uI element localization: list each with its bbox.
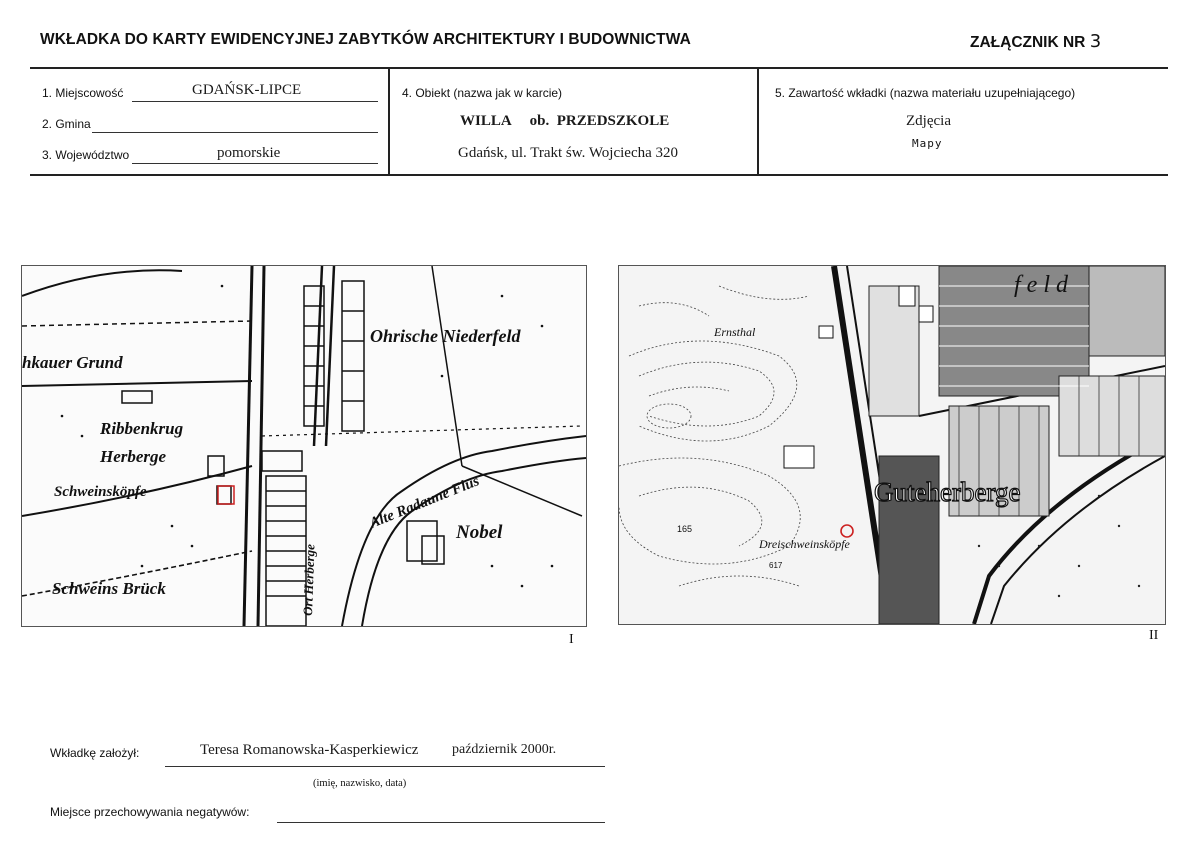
form-divider-2	[757, 69, 759, 174]
map-2-number: II	[1149, 628, 1159, 643]
map-1-number: I	[569, 632, 574, 647]
field-miejscowosc-line	[132, 101, 378, 102]
field-miejscowosc-label: 1. Miejscowość	[42, 86, 124, 100]
top-rule	[30, 67, 1168, 69]
field-obiekt-name: WILLA ob. PRZEDSZKOLE	[460, 113, 670, 129]
field-gmina-label: 2. Gmina	[42, 117, 91, 131]
map-2-label-5: 617	[769, 561, 783, 570]
historical-map-2	[618, 265, 1166, 625]
form-bottom-rule	[30, 174, 1168, 176]
negatives-label: Miejsce przechowywania negatywów:	[50, 805, 250, 819]
map-1-label-3: Herberge	[100, 447, 167, 466]
founder-label: Wkładkę założył:	[50, 746, 140, 760]
annex-label-text: ZAŁĄCZNIK NR	[970, 34, 1086, 51]
field-zawartosc-label: 5. Zawartość wkładki (nazwa materiału uzupełniającego)	[775, 86, 1076, 100]
founder-line	[165, 766, 605, 767]
map-2-label-4: 165	[677, 524, 693, 534]
annex-label	[970, 31, 1101, 52]
map-1-label-2: Ribbenkrug	[100, 419, 184, 438]
founder-name: Teresa Romanowska-Kasperkiewicz	[200, 742, 419, 758]
founder-caption: (imię, nazwisko, data)	[313, 778, 407, 789]
map-1-drawing	[22, 266, 586, 626]
map-2-label-0: feld	[1014, 272, 1074, 298]
map-2-label-3: Dreischweinsköpfe	[759, 537, 850, 551]
field-obiekt-address: Gdańsk, ul. Trakt św. Wojciecha 320	[458, 145, 679, 161]
document-title: WKŁADKA DO KARTY EWIDENCYJNEJ ZABYTKÓW ARCHITEKTURY I BUDOWNICTWA	[40, 31, 691, 48]
map-2-label-2: Guteherberge	[874, 477, 1021, 507]
map-1-label-8: Ort Herberge	[300, 543, 318, 617]
field-wojewodztwo-value: pomorskie	[217, 145, 281, 161]
field-zawartosc-mapy: Mapy	[912, 137, 943, 150]
map-1-label-0: Ohrische Niederfeld	[370, 326, 521, 346]
founder-date: październik 2000r.	[452, 742, 557, 757]
field-zawartosc-zdjecia: Zdjęcia	[906, 113, 951, 129]
field-miejscowosc-value: GDAŃSK-LIPCE	[192, 82, 302, 98]
field-obiekt-label: 4. Obiekt (nazwa jak w karcie)	[402, 86, 563, 100]
field-wojewodztwo-label: 3. Województwo	[42, 148, 130, 162]
map-2-drawing	[619, 266, 1165, 624]
historical-map-1	[21, 265, 587, 627]
map-1-label-4: Schweinsköpfe	[54, 484, 147, 500]
form-divider-1	[388, 69, 390, 174]
map-1-label-7: Nobel	[456, 522, 503, 543]
map-2-label-1: Ernsthal	[714, 325, 756, 339]
negatives-line	[277, 822, 605, 823]
annex-number: 3	[1089, 31, 1102, 52]
map-1-label-5: Schweins Brück	[52, 579, 166, 598]
map-1-label-1: hkauer Grund	[22, 353, 123, 372]
field-wojewodztwo-line	[132, 163, 378, 164]
field-gmina-line	[92, 132, 378, 133]
map-1-label-6: Alte Radaune Flus	[367, 473, 482, 532]
